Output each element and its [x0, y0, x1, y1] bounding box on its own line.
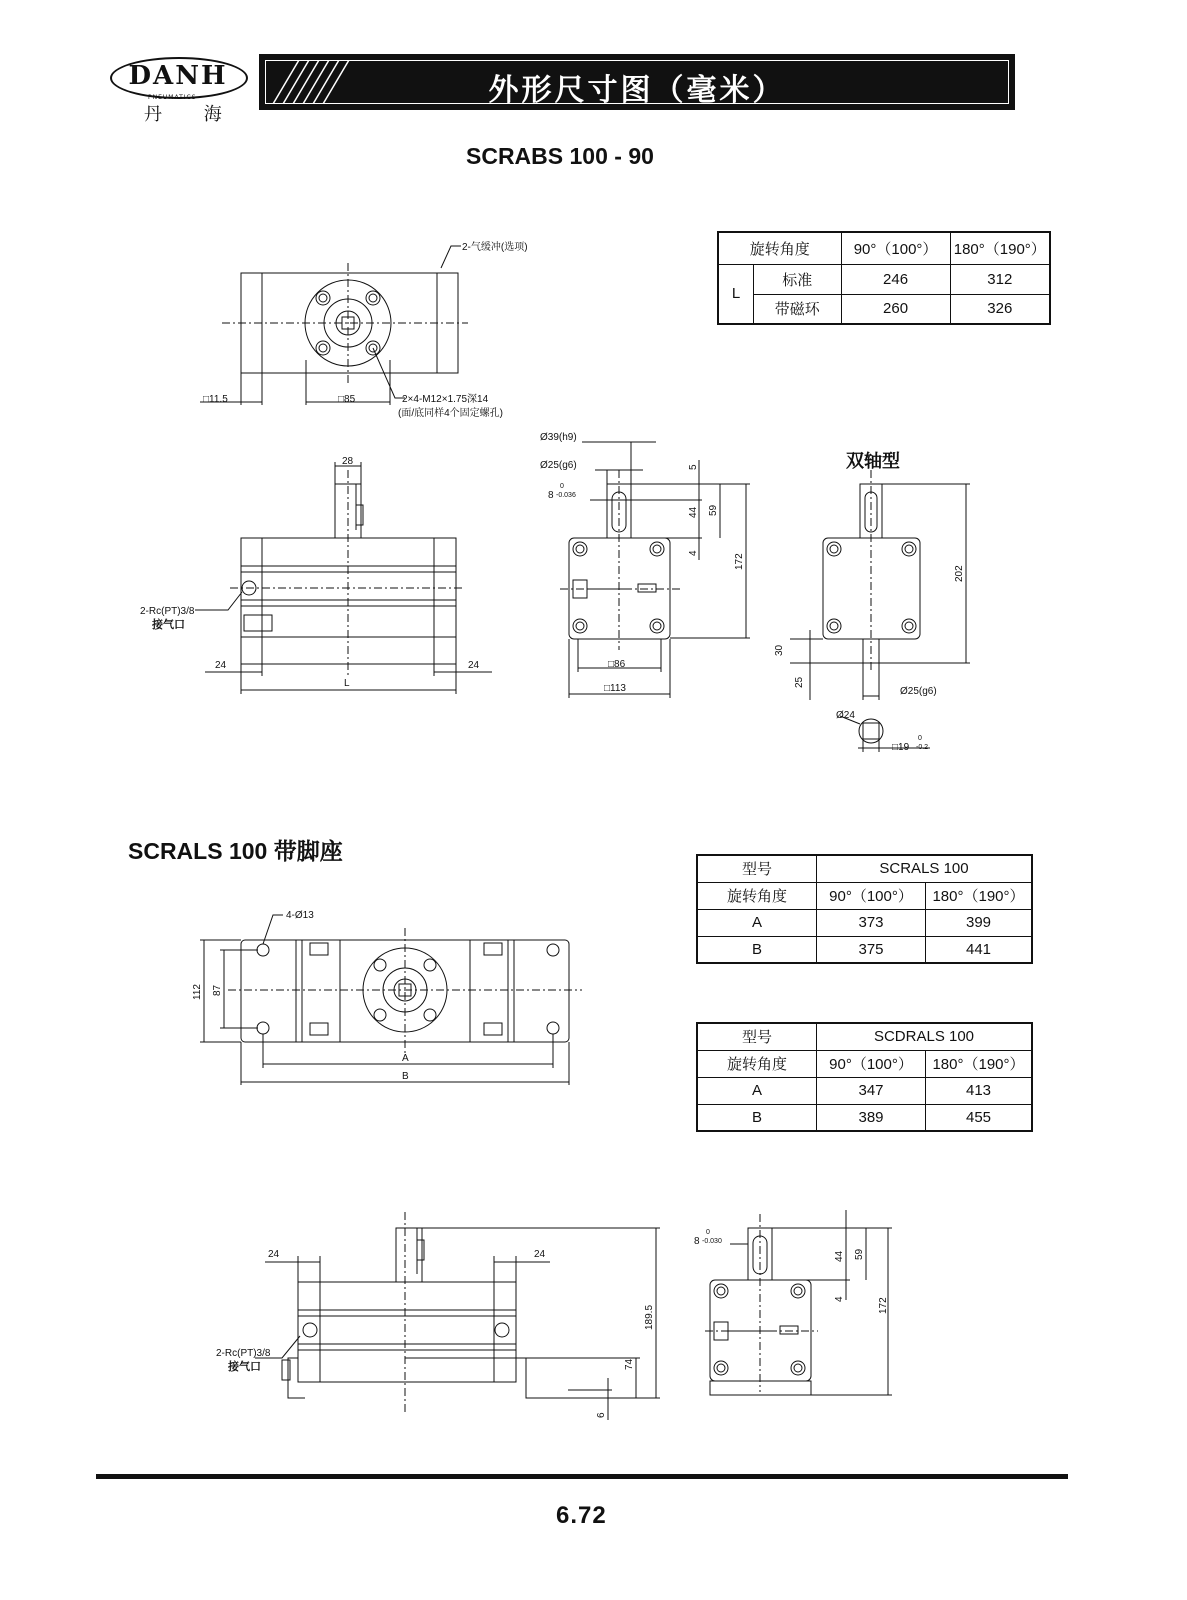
dim-key8-foot-tol-top: 0 [706, 1229, 710, 1236]
dim-L: L [344, 678, 350, 689]
dim-phi24: Ø24 [836, 710, 855, 721]
dual-shaft-drawing [790, 470, 970, 752]
table-header-model: 型号 [697, 855, 817, 882]
dim-d74: 74 [624, 1358, 635, 1370]
dim-sq86: □86 [608, 659, 626, 670]
dim-sq113: □113 [604, 683, 626, 694]
table-row-label: A [697, 1077, 817, 1104]
dim-key8-tol-top: 0 [560, 483, 564, 490]
table-cell: 389 [817, 1104, 926, 1131]
table-header-90: 90°（100°） [841, 232, 950, 264]
table-header-180: 180°（190°） [950, 232, 1050, 264]
dim-d59-foot: 59 [854, 1248, 865, 1260]
dim-sq115: □11.5 [203, 394, 228, 405]
dim-sq19: □19 [892, 742, 910, 753]
dim-port1-foot: 2-Rc(PT)3/8 [216, 1348, 271, 1359]
dim-d172-foot: 172 [878, 1297, 889, 1314]
table-row-label: B [697, 1104, 817, 1131]
table-header-angle: 旋转角度 [697, 882, 817, 909]
table-row-label: A [697, 909, 817, 936]
dim-d4: 4 [688, 550, 699, 556]
logo-subtitle: PNEUMATICS [148, 94, 197, 101]
dim-key8-tol-bot: -0.036 [556, 492, 576, 499]
dim-d112: 112 [192, 984, 203, 1000]
table-row-label: 标准 [754, 264, 842, 294]
table-cell: 347 [817, 1077, 926, 1104]
table-cell: 375 [817, 936, 926, 963]
table-cell: 413 [926, 1077, 1033, 1104]
table-cell: 441 [926, 936, 1033, 963]
logo-text: DANH [128, 61, 228, 91]
table-cell: 455 [926, 1104, 1033, 1131]
table-row-group: L [718, 264, 754, 324]
front-view-drawing [195, 462, 492, 694]
dim-sq19-tol-top: 0 [918, 735, 922, 742]
foot-mount-top-drawing [200, 915, 582, 1085]
table-header-90: 90°（100°） [817, 882, 926, 909]
dim-key8-foot-tol-bot: -0.030 [702, 1238, 722, 1245]
table-cell: 326 [950, 294, 1050, 324]
dim-port1: 2-Rc(PT)3/8 [140, 606, 195, 617]
logo-chinese: 丹 海 [144, 104, 240, 125]
dim-key8: 8 [548, 490, 554, 501]
dual-shaft-label: 双轴型 [846, 451, 900, 472]
dim-B: B [402, 1071, 409, 1082]
footer-rule [96, 1474, 1068, 1479]
table-cell: 312 [950, 264, 1050, 294]
dim-phi39: Ø39(h9) [540, 432, 577, 443]
dim-port2-foot: 接气口 [228, 1361, 261, 1373]
table-row-label: B [697, 936, 817, 963]
dim-d25: 25 [794, 676, 805, 688]
dim-A: A [402, 1053, 409, 1064]
dim-bolt2: (面/底同样4个固定螺孔) [398, 408, 503, 419]
dim-key8-foot: 8 [694, 1236, 700, 1247]
table-cell: 399 [926, 909, 1033, 936]
dim-d30: 30 [774, 644, 785, 656]
dim-bolt1: 2×4-M12×1.75深14 [402, 394, 489, 405]
table-header-angle: 旋转角度 [697, 1050, 817, 1077]
dim-d172: 172 [734, 553, 745, 570]
dim-d1895: 189.5 [644, 1304, 655, 1330]
table-header-model: 型号 [697, 1023, 817, 1050]
dim-phi25b: Ø25(g6) [900, 686, 937, 697]
dim-d44: 44 [688, 506, 699, 518]
table-cell: 260 [841, 294, 950, 324]
dim-d4-foot: 4 [834, 1296, 845, 1302]
dim-d87: 87 [212, 984, 223, 996]
dim-sq85: □85 [338, 394, 356, 405]
dim-24a-foot: 24 [268, 1249, 280, 1260]
table-header-180: 180°（190°） [926, 882, 1033, 909]
dim-d6: 6 [596, 1412, 607, 1418]
table-header-180: 180°（190°） [926, 1050, 1033, 1077]
model-title: SCRABS 100 - 90 [466, 143, 654, 169]
dim-d44-foot: 44 [834, 1250, 845, 1262]
page-number: 6.72 [556, 1502, 607, 1529]
side-view-drawing [560, 442, 750, 698]
dim-d202: 202 [954, 565, 965, 582]
table-header-90: 90°（100°） [817, 1050, 926, 1077]
section-title-foot-mount: SCRALS 100 带脚座 [128, 838, 343, 864]
dim-cushion: 2-气缓冲(选项) [462, 242, 528, 253]
dim-d5: 5 [688, 464, 699, 470]
page-title: 外形尺寸图（毫米） [488, 73, 786, 108]
dim-sq19-tol-bot: -0.2 [916, 744, 929, 751]
dim-d59: 59 [708, 504, 719, 516]
top-view-drawing [200, 246, 468, 405]
dim-holes: 4-Ø13 [286, 910, 314, 921]
table-cell: 246 [841, 264, 950, 294]
dim-24b: 24 [468, 660, 480, 671]
foot-mount-front-drawing [255, 1212, 660, 1420]
foot-mount-side-drawing [705, 1210, 892, 1395]
dim-d28: 28 [342, 456, 354, 467]
table-model-value: SCRALS 100 [817, 855, 1033, 882]
dim-24b-foot: 24 [534, 1249, 546, 1260]
dim-phi25: Ø25(g6) [540, 460, 577, 471]
table-model-value: SCDRALS 100 [817, 1023, 1033, 1050]
table-row-label: 带磁环 [754, 294, 842, 324]
table-cell: 373 [817, 909, 926, 936]
dim-port2: 接气口 [152, 619, 185, 631]
dim-24a: 24 [215, 660, 227, 671]
table-header-angle: 旋转角度 [718, 232, 841, 264]
